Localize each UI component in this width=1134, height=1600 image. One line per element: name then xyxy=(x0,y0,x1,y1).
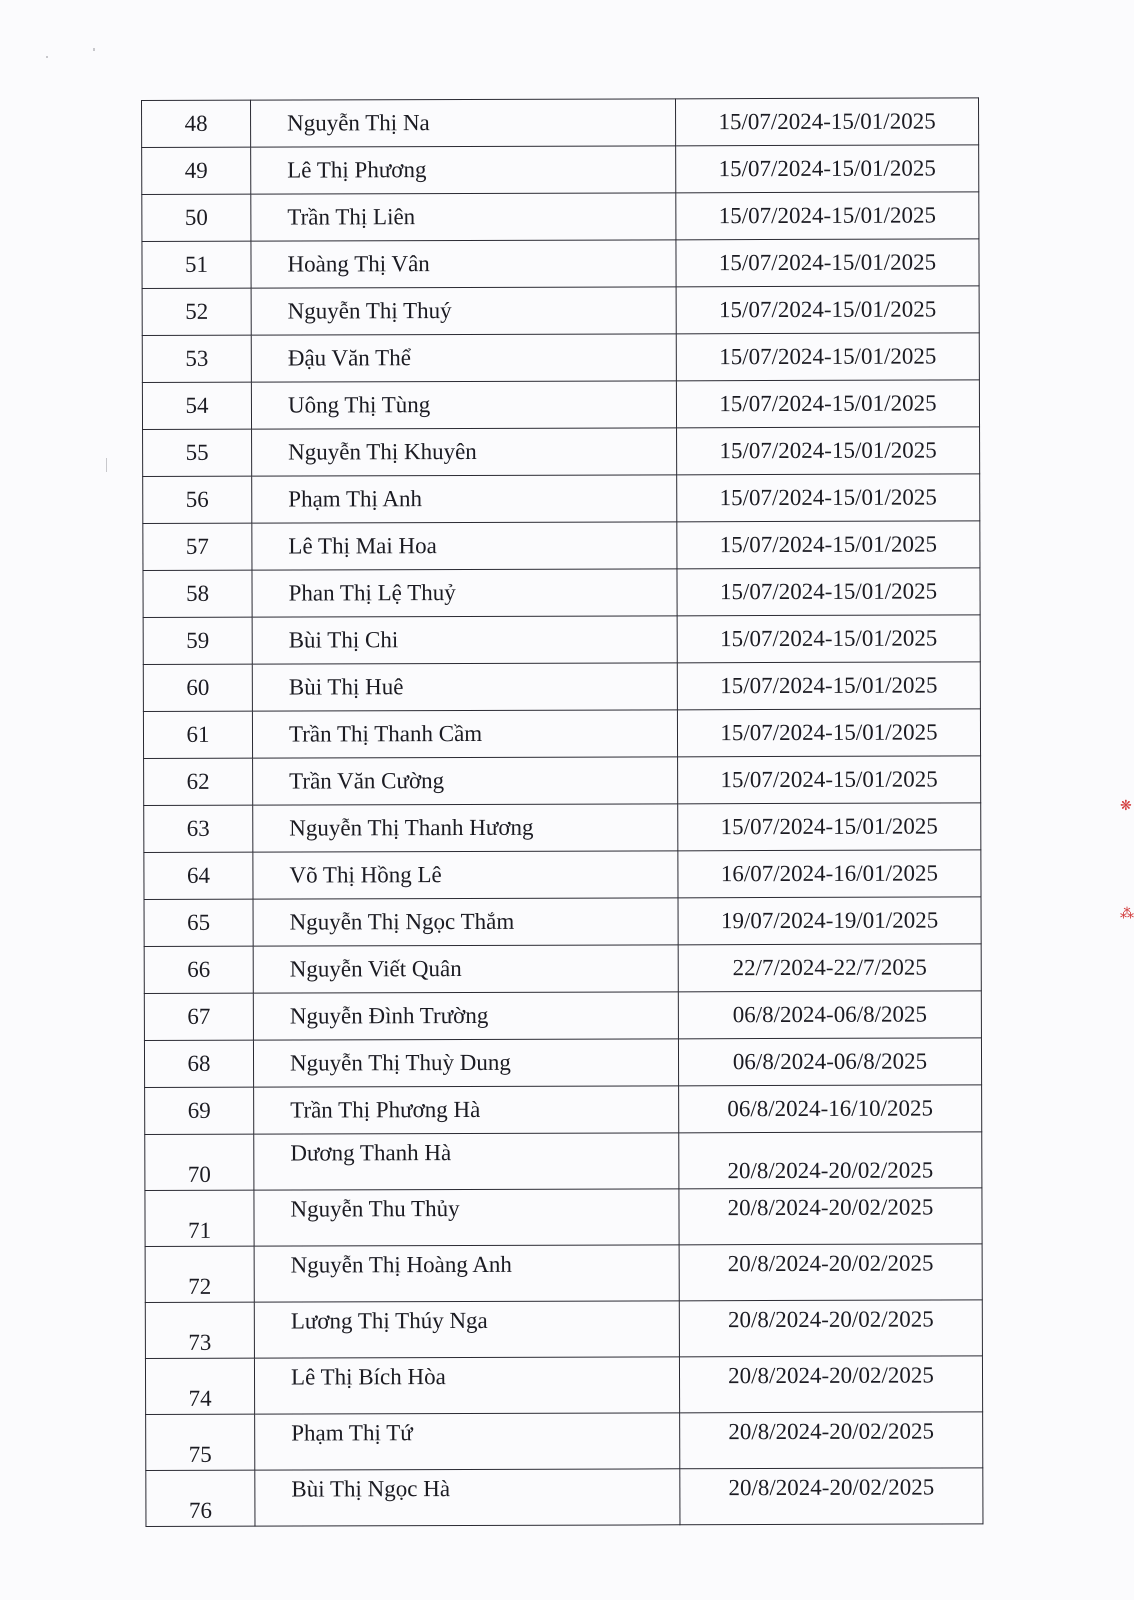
row-number: 68 xyxy=(144,1040,253,1087)
table-row xyxy=(143,427,980,477)
date-range: 15/07/2024-15/01/2025 xyxy=(677,568,980,616)
date-range: 15/07/2024-15/01/2025 xyxy=(676,333,979,381)
row-number: 62 xyxy=(144,758,253,805)
table-row xyxy=(146,1412,983,1471)
date-range: 15/07/2024-15/01/2025 xyxy=(676,380,979,428)
row-number: 48 xyxy=(142,100,251,147)
person-name: Dương Thanh Hà xyxy=(254,1133,679,1190)
row-number: 75 xyxy=(146,1414,255,1470)
row-number: 60 xyxy=(143,664,252,711)
table-row xyxy=(144,897,981,947)
person-name: Nguyễn Thị Thuý xyxy=(251,287,676,335)
row-number: 59 xyxy=(143,617,252,664)
date-range: 15/07/2024-15/01/2025 xyxy=(677,709,980,757)
table-row xyxy=(144,991,981,1041)
person-name: Trần Thị Thanh Cầm xyxy=(252,710,677,758)
table-row xyxy=(144,756,981,806)
person-name: Lương Thị Thúy Nga xyxy=(254,1301,679,1358)
date-range: 20/8/2024-20/02/2025 xyxy=(680,1412,983,1469)
table-row xyxy=(145,1356,982,1415)
date-range: 20/8/2024-20/02/2025 xyxy=(680,1468,983,1525)
row-number: 73 xyxy=(145,1302,254,1358)
row-number: 49 xyxy=(142,147,251,194)
table-row xyxy=(142,98,979,148)
date-range: 15/07/2024-15/01/2025 xyxy=(675,98,978,146)
row-number: 51 xyxy=(142,241,251,288)
table-row xyxy=(142,145,979,195)
date-range: 06/8/2024-06/8/2025 xyxy=(678,991,981,1039)
date-range: 15/07/2024-15/01/2025 xyxy=(676,192,979,240)
row-number: 61 xyxy=(143,711,252,758)
row-number: 52 xyxy=(142,288,251,335)
row-number: 54 xyxy=(142,382,251,429)
table-row xyxy=(146,1468,983,1527)
stamp-mark-icon: ❋ xyxy=(1120,799,1132,814)
person-name: Lê Thị Bích Hòa xyxy=(254,1357,679,1414)
table-row xyxy=(142,239,979,289)
row-number: 74 xyxy=(145,1358,254,1414)
date-range: 15/07/2024-15/01/2025 xyxy=(677,615,980,663)
person-name: Bùi Thị Chi xyxy=(252,616,677,664)
scan-speck xyxy=(46,56,48,58)
person-name: Nguyễn Thị Thuỳ Dung xyxy=(253,1039,678,1087)
row-number: 55 xyxy=(143,429,252,476)
table-row xyxy=(142,380,979,430)
date-range: 20/8/2024-20/02/2025 xyxy=(679,1244,982,1301)
date-range: 15/07/2024-15/01/2025 xyxy=(677,662,980,710)
table-row xyxy=(143,709,980,759)
table-row xyxy=(144,803,981,853)
table-row xyxy=(143,568,980,618)
date-range: 15/07/2024-15/01/2025 xyxy=(677,521,980,569)
date-range: 19/07/2024-19/01/2025 xyxy=(678,897,981,945)
table-row xyxy=(143,474,980,524)
row-number: 57 xyxy=(143,523,252,570)
table-row xyxy=(145,1244,982,1303)
table-row xyxy=(143,662,980,712)
date-range: 06/8/2024-16/10/2025 xyxy=(679,1085,982,1133)
row-number: 69 xyxy=(145,1087,254,1134)
date-range: 15/07/2024-15/01/2025 xyxy=(678,803,981,851)
date-range: 15/07/2024-15/01/2025 xyxy=(676,145,979,193)
row-number: 66 xyxy=(144,946,253,993)
person-name: Bùi Thị Huê xyxy=(252,663,677,711)
table-row xyxy=(145,1300,982,1359)
person-name: Uông Thị Tùng xyxy=(251,381,676,429)
date-range: 15/07/2024-15/01/2025 xyxy=(678,756,981,804)
table-row xyxy=(142,333,979,383)
person-name: Phạm Thị Tứ xyxy=(255,1413,680,1470)
person-name: Trần Thị Phương Hà xyxy=(254,1086,679,1134)
person-name: Bùi Thị Ngọc Hà xyxy=(255,1469,680,1526)
row-number: 76 xyxy=(146,1470,255,1526)
person-name: Nguyễn Thị Na xyxy=(251,99,676,147)
person-name: Trần Văn Cường xyxy=(253,757,678,805)
person-name: Trần Thị Liên xyxy=(251,193,676,241)
date-range: 22/7/2024-22/7/2025 xyxy=(678,944,981,992)
person-name: Nguyễn Thị Khuyên xyxy=(252,428,677,476)
stamp-edge-fragment xyxy=(1120,800,1134,840)
table-row xyxy=(144,850,981,900)
date-range: 20/8/2024-20/02/2025 xyxy=(679,1356,982,1413)
row-number: 67 xyxy=(144,993,253,1040)
row-number: 50 xyxy=(142,194,251,241)
personnel-table xyxy=(141,97,983,1527)
stamp-edge-fragment xyxy=(1120,908,1134,948)
row-number: 64 xyxy=(144,852,253,899)
row-number: 58 xyxy=(143,570,252,617)
person-name: Phan Thị Lệ Thuỷ xyxy=(252,569,677,617)
person-name: Đậu Văn Thể xyxy=(251,334,676,382)
table-body xyxy=(142,98,983,1527)
person-name: Lê Thị Phương xyxy=(251,146,676,194)
table-row xyxy=(145,1132,982,1191)
scan-speck xyxy=(93,48,95,51)
person-name: Phạm Thị Anh xyxy=(252,475,677,523)
table-row xyxy=(142,286,979,336)
row-number: 63 xyxy=(144,805,253,852)
date-range: 20/8/2024-20/02/2025 xyxy=(679,1132,982,1189)
table-row xyxy=(142,192,979,242)
person-name: Võ Thị Hồng Lê xyxy=(253,851,678,899)
person-name: Nguyễn Đình Trường xyxy=(253,992,678,1040)
table-row xyxy=(143,615,980,665)
table-row xyxy=(145,1188,982,1247)
person-name: Hoàng Thị Vân xyxy=(251,240,676,288)
row-number: 65 xyxy=(144,899,253,946)
row-number: 72 xyxy=(145,1246,254,1302)
row-number: 56 xyxy=(143,476,252,523)
scan-speck xyxy=(106,458,107,472)
stamp-mark-icon: ⁂ xyxy=(1120,907,1134,922)
table-row xyxy=(144,1038,981,1088)
row-number: 71 xyxy=(145,1190,254,1246)
date-range: 15/07/2024-15/01/2025 xyxy=(677,427,980,475)
row-number: 53 xyxy=(142,335,251,382)
person-name: Nguyễn Thu Thủy xyxy=(254,1189,679,1246)
date-range: 15/07/2024-15/01/2025 xyxy=(676,286,979,334)
person-name: Lê Thị Mai Hoa xyxy=(252,522,677,570)
person-name: Nguyễn Thị Hoàng Anh xyxy=(254,1245,679,1302)
date-range: 20/8/2024-20/02/2025 xyxy=(679,1188,982,1245)
table-row xyxy=(144,944,981,994)
person-name: Nguyễn Thị Thanh Hương xyxy=(253,804,678,852)
person-name: Nguyễn Viết Quân xyxy=(253,945,678,993)
date-range: 15/07/2024-15/01/2025 xyxy=(676,239,979,287)
person-name: Nguyễn Thị Ngọc Thắm xyxy=(253,898,678,946)
date-range: 15/07/2024-15/01/2025 xyxy=(677,474,980,522)
table-row xyxy=(145,1085,982,1135)
date-range: 20/8/2024-20/02/2025 xyxy=(679,1300,982,1357)
table-row xyxy=(143,521,980,571)
row-number: 70 xyxy=(145,1134,254,1190)
date-range: 06/8/2024-06/8/2025 xyxy=(678,1038,981,1086)
date-range: 16/07/2024-16/01/2025 xyxy=(678,850,981,898)
